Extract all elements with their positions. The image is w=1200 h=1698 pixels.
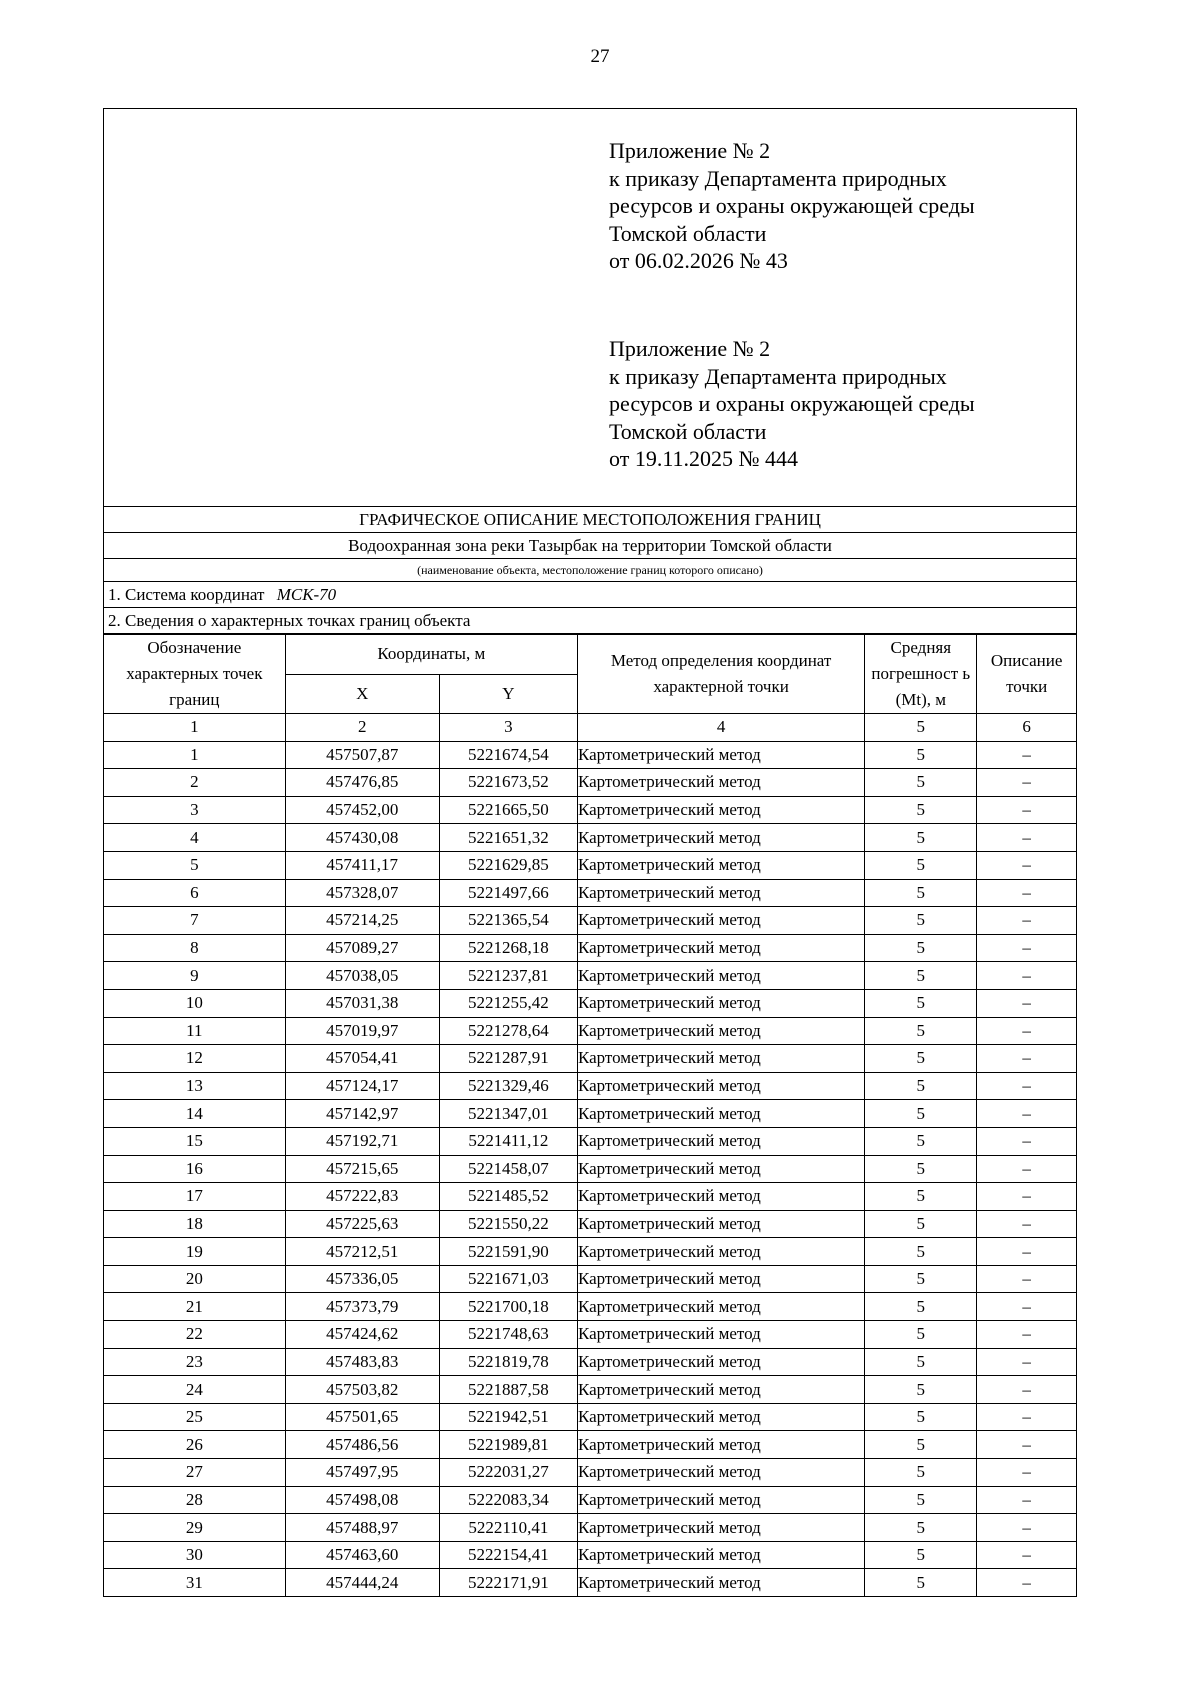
cell-x: 457486,56	[285, 1431, 439, 1459]
cell-x: 457038,05	[285, 962, 439, 990]
cell-y: 5221287,91	[439, 1045, 577, 1073]
cell-point-number: 19	[104, 1238, 285, 1266]
cell-point-number: 5	[104, 851, 285, 879]
cell-point-number: 8	[104, 934, 285, 962]
cell-x: 457503,82	[285, 1376, 439, 1404]
cell-y: 5221347,01	[439, 1100, 577, 1128]
cell-y: 5221458,07	[439, 1155, 577, 1183]
header-y: Y	[439, 674, 577, 714]
cell-x: 457142,97	[285, 1100, 439, 1128]
cell-point-number: 25	[104, 1403, 285, 1431]
cell-point-number: 31	[104, 1569, 285, 1596]
document-frame	[103, 108, 1077, 1597]
appendix-line: от 06.02.2026 № 43	[609, 248, 788, 273]
cell-x: 457411,17	[285, 851, 439, 879]
coordinates-table	[104, 634, 1076, 1596]
cell-method: Картометрический метод	[577, 879, 864, 907]
cell-error: 5	[865, 934, 977, 962]
cell-description: –	[977, 1265, 1076, 1293]
cell-error: 5	[865, 741, 977, 769]
table-row	[104, 934, 1076, 962]
table-row	[104, 1459, 1076, 1487]
cell-description: –	[977, 1486, 1076, 1514]
cell-method: Картометрический метод	[577, 1321, 864, 1349]
cell-point-number: 16	[104, 1155, 285, 1183]
cell-method: Картометрический метод	[577, 1376, 864, 1404]
cell-description: –	[977, 1072, 1076, 1100]
table-row	[104, 1045, 1076, 1073]
cell-description: –	[977, 1376, 1076, 1404]
cell-method: Картометрический метод	[577, 1017, 864, 1045]
cell-error: 5	[865, 1459, 977, 1487]
cell-point-number: 2	[104, 769, 285, 797]
cell-error: 5	[865, 1210, 977, 1238]
appendix-line: от 19.11.2025 № 444	[609, 446, 798, 471]
cell-x: 457328,07	[285, 879, 439, 907]
appendix-line: к приказу Департамента природных	[609, 165, 947, 191]
cell-method: Картометрический метод	[577, 907, 864, 935]
cell-y: 5221497,66	[439, 879, 577, 907]
header-description: Описание точки	[977, 635, 1076, 714]
cell-x: 457214,25	[285, 907, 439, 935]
cell-point-number: 10	[104, 989, 285, 1017]
header-block	[104, 109, 1076, 507]
cell-description: –	[977, 1459, 1076, 1487]
cell-method: Картометрический метод	[577, 1431, 864, 1459]
cell-x: 457019,97	[285, 1017, 439, 1045]
cell-y: 5221485,52	[439, 1183, 577, 1211]
table-row	[104, 851, 1076, 879]
table-row	[104, 879, 1076, 907]
cell-y: 5222031,27	[439, 1459, 577, 1487]
cell-description: –	[977, 1348, 1076, 1376]
cell-description: –	[977, 962, 1076, 990]
cell-x: 457089,27	[285, 934, 439, 962]
table-row	[104, 1127, 1076, 1155]
header-method: Метод определения координат характерной точки	[577, 635, 864, 714]
cell-x: 457476,85	[285, 769, 439, 797]
cell-description: –	[977, 824, 1076, 852]
cell-y: 5221237,81	[439, 962, 577, 990]
cell-method: Картометрический метод	[577, 1459, 864, 1487]
header-x: X	[285, 674, 439, 714]
cell-y: 5221989,81	[439, 1431, 577, 1459]
cell-method: Картометрический метод	[577, 1127, 864, 1155]
appendix-line: Томской области	[609, 418, 767, 444]
cell-point-number: 22	[104, 1321, 285, 1349]
cell-description: –	[977, 989, 1076, 1017]
cell-method: Картометрический метод	[577, 1155, 864, 1183]
cell-method: Картометрический метод	[577, 796, 864, 824]
cell-description: –	[977, 1403, 1076, 1431]
cell-method: Картометрический метод	[577, 1348, 864, 1376]
appendix-line: Томской области	[609, 220, 767, 246]
cell-x: 457192,71	[285, 1127, 439, 1155]
table-row	[104, 1017, 1076, 1045]
cell-y: 5221550,22	[439, 1210, 577, 1238]
cell-method: Картометрический метод	[577, 1403, 864, 1431]
cell-x: 457444,24	[285, 1569, 439, 1596]
cell-method: Картометрический метод	[577, 1238, 864, 1266]
cell-error: 5	[865, 1127, 977, 1155]
table-row	[104, 1265, 1076, 1293]
table-row	[104, 1100, 1076, 1128]
cell-method: Картометрический метод	[577, 1100, 864, 1128]
cell-point-number: 18	[104, 1210, 285, 1238]
table-row	[104, 1431, 1076, 1459]
cell-point-number: 26	[104, 1431, 285, 1459]
cell-description: –	[977, 769, 1076, 797]
cell-point-number: 4	[104, 824, 285, 852]
cell-point-number: 28	[104, 1486, 285, 1514]
cell-method: Картометрический метод	[577, 1541, 864, 1569]
column-number: 4	[577, 714, 864, 742]
table-row	[104, 1514, 1076, 1542]
cell-method: Картометрический метод	[577, 851, 864, 879]
table-row	[104, 1183, 1076, 1211]
table-row	[104, 741, 1076, 769]
cell-x: 457222,83	[285, 1183, 439, 1211]
cell-error: 5	[865, 1376, 977, 1404]
appendix-line: Приложение № 2	[609, 138, 771, 163]
cell-x: 457507,87	[285, 741, 439, 769]
table-row	[104, 1348, 1076, 1376]
cell-description: –	[977, 851, 1076, 879]
cell-point-number: 11	[104, 1017, 285, 1045]
table-row	[104, 769, 1076, 797]
table-row	[104, 1155, 1076, 1183]
cell-point-number: 13	[104, 1072, 285, 1100]
cell-error: 5	[865, 989, 977, 1017]
cell-error: 5	[865, 1045, 977, 1073]
appendix-line: ресурсов и охраны окружающей среды	[609, 193, 975, 218]
cell-point-number: 20	[104, 1265, 285, 1293]
cell-y: 5222083,34	[439, 1486, 577, 1514]
cell-point-number: 12	[104, 1045, 285, 1073]
cell-error: 5	[865, 879, 977, 907]
column-number: 5	[865, 714, 977, 742]
appendix-block-current	[609, 137, 975, 275]
cell-point-number: 7	[104, 907, 285, 935]
table-row	[104, 1321, 1076, 1349]
cell-y: 5221665,50	[439, 796, 577, 824]
cell-error: 5	[865, 769, 977, 797]
table-row	[104, 1541, 1076, 1569]
cell-point-number: 1	[104, 741, 285, 769]
cell-description: –	[977, 879, 1076, 907]
document-title: ГРАФИЧЕСКОЕ ОПИСАНИЕ МЕСТОПОЛОЖЕНИЯ ГРАНИЦ	[104, 507, 1076, 533]
cell-error: 5	[865, 1486, 977, 1514]
cell-description: –	[977, 1183, 1076, 1211]
cell-point-number: 24	[104, 1376, 285, 1404]
cell-x: 457225,63	[285, 1210, 439, 1238]
cell-x: 457054,41	[285, 1045, 439, 1073]
header-point: Обозначение характерных точек границ	[104, 635, 285, 714]
cell-error: 5	[865, 1265, 977, 1293]
object-caption: (наименование объекта, местоположение границ которого описано)	[104, 559, 1076, 582]
table-row	[104, 824, 1076, 852]
cell-error: 5	[865, 824, 977, 852]
header-error: Средняя погрешност ь (Mt), м	[865, 635, 977, 714]
column-number: 2	[285, 714, 439, 742]
cell-description: –	[977, 796, 1076, 824]
cell-point-number: 9	[104, 962, 285, 990]
table-row	[104, 1238, 1076, 1266]
cell-method: Картометрический метод	[577, 1293, 864, 1321]
cell-y: 5221700,18	[439, 1293, 577, 1321]
cell-y: 5221365,54	[439, 907, 577, 935]
cell-x: 457212,51	[285, 1238, 439, 1266]
cell-description: –	[977, 1045, 1076, 1073]
cell-method: Картометрический метод	[577, 1183, 864, 1211]
appendix-line: ресурсов и охраны окружающей среды	[609, 391, 975, 416]
cell-y: 5221651,32	[439, 824, 577, 852]
cell-y: 5221629,85	[439, 851, 577, 879]
cell-error: 5	[865, 1238, 977, 1266]
appendix-line: к приказу Департамента природных	[609, 363, 947, 389]
appendix-line: Приложение № 2	[609, 336, 771, 361]
table-row	[104, 1376, 1076, 1404]
cell-point-number: 29	[104, 1514, 285, 1542]
table-row	[104, 962, 1076, 990]
cell-point-number: 17	[104, 1183, 285, 1211]
cell-method: Картометрический метод	[577, 1486, 864, 1514]
cell-method: Картометрический метод	[577, 1072, 864, 1100]
table-row	[104, 1403, 1076, 1431]
appendix-block-previous	[609, 335, 975, 473]
cell-description: –	[977, 934, 1076, 962]
cell-y: 5221268,18	[439, 934, 577, 962]
cell-x: 457430,08	[285, 824, 439, 852]
cell-error: 5	[865, 851, 977, 879]
column-number: 6	[977, 714, 1076, 742]
cell-description: –	[977, 741, 1076, 769]
cell-y: 5221255,42	[439, 989, 577, 1017]
cell-error: 5	[865, 1403, 977, 1431]
cell-x: 457501,65	[285, 1403, 439, 1431]
cell-point-number: 3	[104, 796, 285, 824]
cell-error: 5	[865, 962, 977, 990]
cell-y: 5221673,52	[439, 769, 577, 797]
cell-x: 457336,05	[285, 1265, 439, 1293]
cell-description: –	[977, 1569, 1076, 1596]
cell-x: 457483,83	[285, 1348, 439, 1376]
table-row	[104, 1072, 1076, 1100]
header-coords: Координаты, м	[285, 635, 577, 675]
table-row	[104, 907, 1076, 935]
cell-error: 5	[865, 1348, 977, 1376]
cell-error: 5	[865, 1431, 977, 1459]
cell-method: Картометрический метод	[577, 1045, 864, 1073]
cell-description: –	[977, 1210, 1076, 1238]
cell-method: Картометрический метод	[577, 1569, 864, 1596]
cell-description: –	[977, 1238, 1076, 1266]
cell-point-number: 6	[104, 879, 285, 907]
cell-method: Картометрический метод	[577, 824, 864, 852]
cell-description: –	[977, 1321, 1076, 1349]
cell-y: 5222154,41	[439, 1541, 577, 1569]
cell-y: 5221278,64	[439, 1017, 577, 1045]
cell-x: 457497,95	[285, 1459, 439, 1487]
cell-description: –	[977, 1100, 1076, 1128]
cell-point-number: 15	[104, 1127, 285, 1155]
cell-error: 5	[865, 1072, 977, 1100]
cell-point-number: 21	[104, 1293, 285, 1321]
cell-error: 5	[865, 1017, 977, 1045]
cell-method: Картометрический метод	[577, 934, 864, 962]
cell-x: 457215,65	[285, 1155, 439, 1183]
points-section-label: 2. Сведения о характерных точках границ объекта	[104, 608, 1076, 634]
object-name: Водоохранная зона реки Тазырбак на территории Томской области	[104, 533, 1076, 559]
cell-x: 457031,38	[285, 989, 439, 1017]
cell-description: –	[977, 1155, 1076, 1183]
cell-y: 5221942,51	[439, 1403, 577, 1431]
column-number: 3	[439, 714, 577, 742]
cell-error: 5	[865, 1514, 977, 1542]
cell-x: 457424,62	[285, 1321, 439, 1349]
cell-method: Картометрический метод	[577, 1210, 864, 1238]
column-number: 1	[104, 714, 285, 742]
cell-error: 5	[865, 1321, 977, 1349]
cell-error: 5	[865, 1541, 977, 1569]
page-number: 27	[590, 46, 610, 67]
cell-error: 5	[865, 1100, 977, 1128]
cell-x: 457488,97	[285, 1514, 439, 1542]
cell-y: 5222110,41	[439, 1514, 577, 1542]
cell-point-number: 23	[104, 1348, 285, 1376]
coord-system-row	[104, 582, 1076, 608]
cell-method: Картометрический метод	[577, 741, 864, 769]
cell-y: 5221411,12	[439, 1127, 577, 1155]
cell-y: 5221748,63	[439, 1321, 577, 1349]
cell-description: –	[977, 1431, 1076, 1459]
cell-error: 5	[865, 1569, 977, 1596]
column-number-row	[104, 714, 1076, 742]
cell-y: 5221671,03	[439, 1265, 577, 1293]
cell-point-number: 14	[104, 1100, 285, 1128]
cell-description: –	[977, 1293, 1076, 1321]
cell-description: –	[977, 1127, 1076, 1155]
cell-y: 5221887,58	[439, 1376, 577, 1404]
coord-system-label: 1. Система координат	[108, 585, 265, 604]
cell-error: 5	[865, 1293, 977, 1321]
table-row	[104, 1210, 1076, 1238]
cell-description: –	[977, 1514, 1076, 1542]
cell-point-number: 27	[104, 1459, 285, 1487]
cell-error: 5	[865, 907, 977, 935]
table-row	[104, 989, 1076, 1017]
cell-x: 457373,79	[285, 1293, 439, 1321]
cell-x: 457452,00	[285, 796, 439, 824]
cell-x: 457463,60	[285, 1541, 439, 1569]
cell-description: –	[977, 1017, 1076, 1045]
cell-description: –	[977, 907, 1076, 935]
cell-method: Картометрический метод	[577, 1514, 864, 1542]
cell-y: 5221329,46	[439, 1072, 577, 1100]
table-row	[104, 1569, 1076, 1596]
cell-y: 5221819,78	[439, 1348, 577, 1376]
cell-error: 5	[865, 1183, 977, 1211]
table-row	[104, 1293, 1076, 1321]
cell-method: Картометрический метод	[577, 989, 864, 1017]
cell-method: Картометрический метод	[577, 1265, 864, 1293]
cell-description: –	[977, 1541, 1076, 1569]
coord-system-value: МСК-70	[276, 585, 337, 604]
table-row	[104, 796, 1076, 824]
cell-y: 5222171,91	[439, 1569, 577, 1596]
cell-method: Картометрический метод	[577, 962, 864, 990]
cell-x: 457124,17	[285, 1072, 439, 1100]
cell-error: 5	[865, 1155, 977, 1183]
cell-method: Картометрический метод	[577, 769, 864, 797]
cell-y: 5221591,90	[439, 1238, 577, 1266]
cell-y: 5221674,54	[439, 741, 577, 769]
cell-error: 5	[865, 796, 977, 824]
cell-point-number: 30	[104, 1541, 285, 1569]
cell-x: 457498,08	[285, 1486, 439, 1514]
table-row	[104, 1486, 1076, 1514]
